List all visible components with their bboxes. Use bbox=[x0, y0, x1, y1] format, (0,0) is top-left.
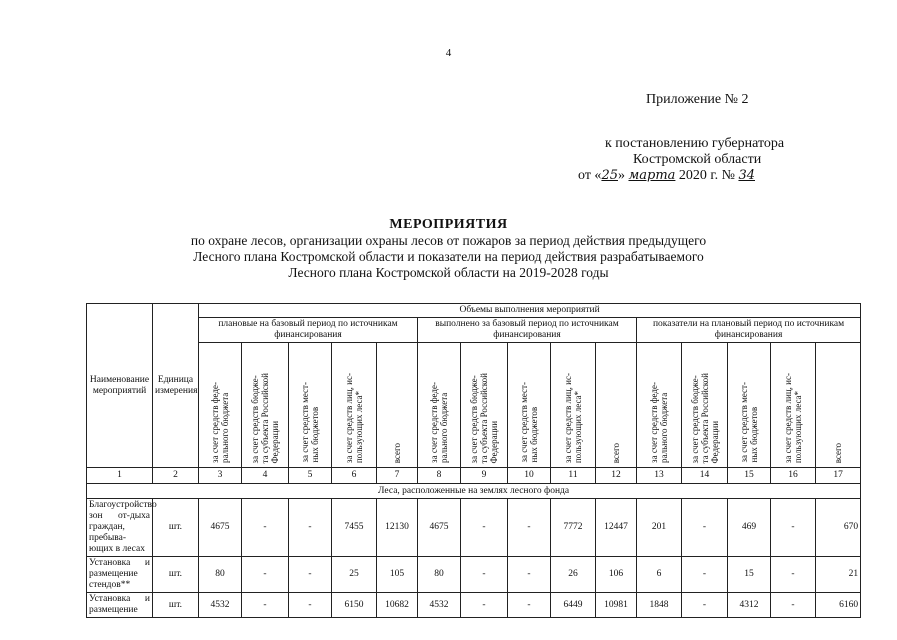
subcol-regional bbox=[682, 343, 728, 468]
subcol-total bbox=[816, 343, 861, 468]
volumes-header: Объемы выполнения мероприятий bbox=[199, 304, 861, 318]
cell: - bbox=[461, 593, 508, 618]
table-row bbox=[87, 499, 861, 557]
date-prefix: от « bbox=[578, 168, 602, 183]
cell: 10981 bbox=[596, 593, 637, 618]
subcol-users bbox=[771, 343, 816, 468]
subcol-label: за счет средств мест- ных бюджетов bbox=[519, 382, 539, 463]
cell: 201 bbox=[637, 499, 682, 557]
cell: 106 bbox=[596, 557, 637, 593]
cell: - bbox=[289, 557, 332, 593]
group-header-planned: плановые на базовый период по источникам финансирования bbox=[199, 318, 418, 343]
subcol-label: за счет средств лиц, ис- пользующих леса* bbox=[344, 372, 364, 463]
page-number: 4 bbox=[445, 47, 452, 59]
cell: - bbox=[289, 499, 332, 557]
group-header-done: выполнено за базовый период по источникам финансирования bbox=[418, 318, 637, 343]
cell: 6150 bbox=[332, 593, 377, 618]
decree-line-2: Костромской области bbox=[633, 152, 762, 167]
group-header-forecast: показатели на плановый период по источникам финансирования bbox=[637, 318, 861, 343]
cell: 6 bbox=[637, 557, 682, 593]
subcol-users bbox=[332, 343, 377, 468]
row-unit: шт. bbox=[153, 499, 199, 557]
row-name: Установка и размещение bbox=[87, 593, 153, 618]
cell: 7772 bbox=[551, 499, 596, 557]
subcol-local bbox=[289, 343, 332, 468]
header-row-3 bbox=[87, 343, 861, 468]
subcol-label: за счет средств феде- рального бюджета bbox=[649, 382, 669, 463]
col-number: 13 bbox=[637, 468, 682, 484]
document-subtitle bbox=[140, 233, 757, 281]
cell: - bbox=[682, 557, 728, 593]
col-number: 8 bbox=[418, 468, 461, 484]
measures-table bbox=[86, 303, 861, 618]
cell: - bbox=[508, 499, 551, 557]
col-number: 11 bbox=[551, 468, 596, 484]
appendix-label: Приложение № 2 bbox=[646, 92, 749, 107]
col-number: 14 bbox=[682, 468, 728, 484]
date-year: 2020 г. № bbox=[678, 168, 735, 183]
handwritten-day: 25 bbox=[601, 168, 618, 183]
subcol-label: всего bbox=[392, 442, 402, 463]
col-number: 2 bbox=[153, 468, 199, 484]
column-numbers-row bbox=[87, 468, 861, 484]
header-row-1 bbox=[87, 304, 861, 318]
subcol-label: за счет средств мест- ных бюджетов bbox=[300, 382, 320, 463]
cell: 4532 bbox=[418, 593, 461, 618]
header-row-2 bbox=[87, 318, 861, 343]
date-mid: » bbox=[617, 168, 625, 183]
cell: 15 bbox=[728, 557, 771, 593]
cell: 80 bbox=[199, 557, 242, 593]
col-number: 6 bbox=[332, 468, 377, 484]
subcol-label: за счет средств феде- рального бюджета bbox=[429, 382, 449, 463]
subcol-local bbox=[728, 343, 771, 468]
cell: 4675 bbox=[418, 499, 461, 557]
cell: 12447 bbox=[596, 499, 637, 557]
col-header-unit: Единица измерения bbox=[153, 304, 199, 468]
row-unit: шт. bbox=[153, 557, 199, 593]
col-number: 9 bbox=[461, 468, 508, 484]
cell: 4675 bbox=[199, 499, 242, 557]
cell: 80 bbox=[418, 557, 461, 593]
subcol-label: всего bbox=[611, 442, 621, 463]
cell: 25 bbox=[332, 557, 377, 593]
col-number: 16 bbox=[771, 468, 816, 484]
subcol-federal bbox=[199, 343, 242, 468]
subcol-federal bbox=[637, 343, 682, 468]
col-number: 10 bbox=[508, 468, 551, 484]
row-name: Благоустройство зон от-дыха граждан, пребыва-ющих в лесах bbox=[87, 499, 153, 557]
cell: - bbox=[771, 557, 816, 593]
subcol-label: за счет средств лиц, ис- пользующих леса* bbox=[563, 372, 583, 463]
cell: - bbox=[242, 499, 289, 557]
cell: 7455 bbox=[332, 499, 377, 557]
subcol-label: всего bbox=[833, 442, 844, 463]
subcol-label: за счет средств бюдже- та субъекта Российской Федерации bbox=[250, 372, 280, 463]
cell: 670 bbox=[816, 499, 861, 557]
col-number: 4 bbox=[242, 468, 289, 484]
subcol-label: за счет средств феде- рального бюджета bbox=[210, 382, 230, 463]
document-title: МЕРОПРИЯТИЯ bbox=[389, 217, 508, 232]
subcol-label: за счет средств мест- ных бюджетов bbox=[739, 382, 759, 463]
cell: 26 bbox=[551, 557, 596, 593]
table-row bbox=[87, 593, 861, 618]
cell: 105 bbox=[377, 557, 418, 593]
decree-line-1: к постановлению губернатора bbox=[605, 136, 785, 151]
col-number: 3 bbox=[199, 468, 242, 484]
cell: - bbox=[461, 499, 508, 557]
col-number: 17 bbox=[816, 468, 861, 484]
cell: - bbox=[508, 593, 551, 618]
cell: - bbox=[461, 557, 508, 593]
col-number: 5 bbox=[289, 468, 332, 484]
col-number: 1 bbox=[87, 468, 153, 484]
subtitle-line: Лесного плана Костромской области на 2019-2028 годы bbox=[288, 265, 609, 280]
subcol-local bbox=[508, 343, 551, 468]
handwritten-number: 34 bbox=[738, 168, 755, 183]
decree-date-line bbox=[578, 168, 755, 184]
subcol-label: за счет средств лиц, ис- пользующих леса* bbox=[783, 372, 803, 463]
cell: 469 bbox=[728, 499, 771, 557]
cell: - bbox=[771, 499, 816, 557]
subcol-regional bbox=[461, 343, 508, 468]
subtitle-line: Лесного плана Костромской области и показатели на период действия разрабатываемого bbox=[193, 249, 704, 264]
subcol-regional bbox=[242, 343, 289, 468]
cell: 6160 bbox=[816, 593, 861, 618]
subcol-federal bbox=[418, 343, 461, 468]
cell: - bbox=[682, 593, 728, 618]
cell: - bbox=[242, 557, 289, 593]
subtitle-line: по охране лесов, организации охраны лесов от пожаров за период действия предыдущего bbox=[190, 233, 707, 248]
subcol-total bbox=[377, 343, 418, 468]
cell: 21 bbox=[816, 557, 861, 593]
col-header-name: Наименование мероприятий bbox=[87, 304, 153, 468]
cell: - bbox=[242, 593, 289, 618]
cell: 1848 bbox=[637, 593, 682, 618]
row-unit: шт. bbox=[153, 593, 199, 618]
cell: 6449 bbox=[551, 593, 596, 618]
subcol-label: за счет средств бюдже- та субъекта Российской Федерации bbox=[689, 372, 720, 463]
cell: - bbox=[289, 593, 332, 618]
section-row bbox=[87, 484, 861, 499]
cell: 4532 bbox=[199, 593, 242, 618]
col-number: 12 bbox=[596, 468, 637, 484]
table-row bbox=[87, 557, 861, 593]
row-name: Установка и размещение стендов** bbox=[87, 557, 153, 593]
subcol-label: за счет средств бюдже- та субъекта Российской Федерации bbox=[469, 372, 499, 463]
cell: - bbox=[771, 593, 816, 618]
cell: - bbox=[508, 557, 551, 593]
col-number: 7 bbox=[377, 468, 418, 484]
col-number: 15 bbox=[728, 468, 771, 484]
subcol-total bbox=[596, 343, 637, 468]
section-title: Леса, расположенные на землях лесного фонда bbox=[87, 484, 861, 499]
handwritten-month: марта bbox=[628, 168, 676, 183]
cell: 4312 bbox=[728, 593, 771, 618]
cell: - bbox=[682, 499, 728, 557]
subcol-users bbox=[551, 343, 596, 468]
cell: 10682 bbox=[377, 593, 418, 618]
cell: 12130 bbox=[377, 499, 418, 557]
